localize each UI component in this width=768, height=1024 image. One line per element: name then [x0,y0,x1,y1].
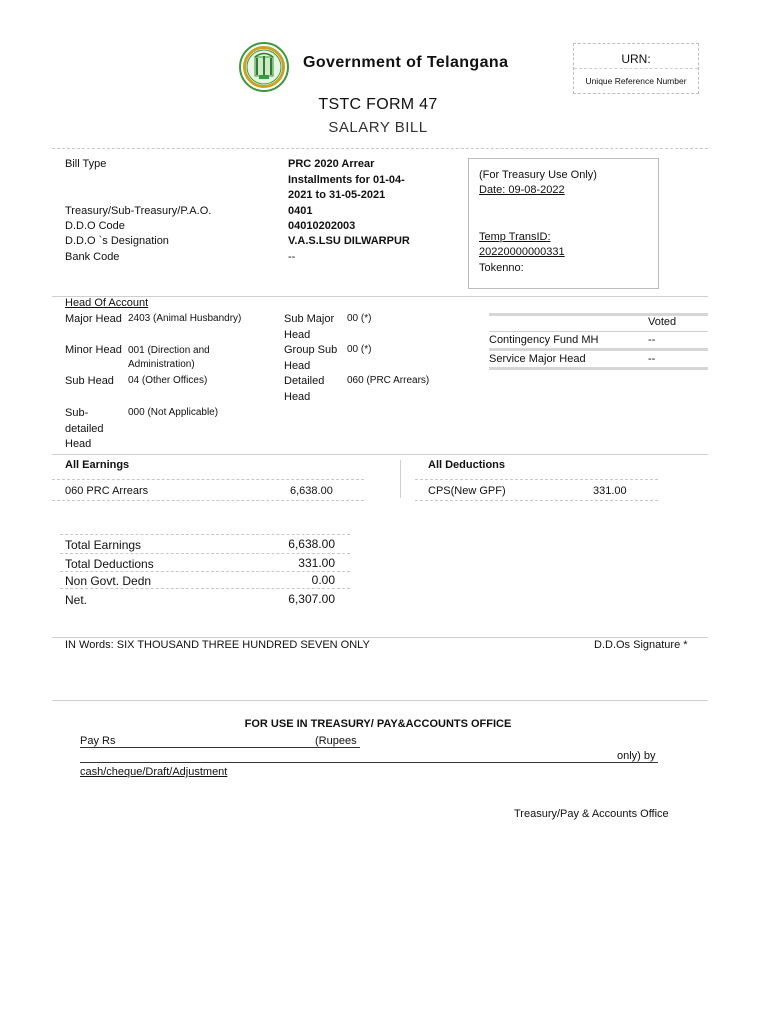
bill-type-label: Bill Type [65,158,107,170]
rupees-label: (Rupees [315,735,357,747]
voted-row-label: Service Major Head [489,353,586,365]
state-emblem-logo [239,42,289,92]
all-earnings-title: All Earnings [65,459,130,471]
payment-methods: cash/cheque/Draft/Adjustment [80,766,228,778]
voted-row-label: Contingency Fund MH [489,334,599,346]
all-deductions-title: All Deductions [428,459,506,471]
group-sub-head-value: 00 (*) [347,344,372,355]
bank-code-value: -- [288,251,296,263]
temp-trans-label: Temp TransID: [479,231,551,243]
bill-type-value: PRC 2020 Arrear Installments for 01-04- 2021 to 31-05-2021 [288,158,405,201]
pay-rs-label: Pay Rs [80,735,116,747]
detailed-head-value: 060 (PRC Arrears) [347,375,430,386]
total-earnings-value: 6,638.00 [288,537,335,551]
minor-head-label: Minor Head [65,344,122,356]
form-title: TSTC FORM 47 [318,96,438,113]
ddo-designation-label: D.D.O `s Designation [65,235,169,247]
major-head-label: Major Head [65,313,122,325]
sub-major-head-value: 00 (*) [347,313,372,324]
sub-major-head-label: Sub Major Head [284,313,335,341]
voted-column-header: Voted [648,316,677,328]
head-of-account-title: Head Of Account [65,297,149,309]
net-value: 6,307.00 [288,592,335,606]
ddo-designation-value: V.A.S.LSU DILWARPUR [288,235,410,247]
temp-trans-value: 20220000000331 [479,246,565,258]
total-deductions-value: 331.00 [298,556,335,570]
sub-detailed-head-label: Sub- detailed Head [65,407,104,450]
voted-row-value: -- [648,334,656,346]
sub-detailed-head-value: 000 (Not Applicable) [128,407,219,418]
telangana-emblem-icon [239,42,289,92]
amount-in-words: IN Words: SIX THOUSAND THREE HUNDRED SEVEN ONLY [65,639,370,651]
minor-head-value: 001 (Direction and Administration) [128,345,210,370]
treasury-use-heading: (For Treasury Use Only) [479,169,597,181]
government-title: Government of Telangana [303,54,509,71]
major-head-value: 2403 (Animal Husbandry) [128,313,242,324]
sub-head-value: 04 (Other Offices) [128,375,208,386]
deduction-item-label: CPS(New GPF) [428,485,506,497]
urn-caption: Unique Reference Number [585,76,687,86]
form-subtitle: SALARY BILL [328,119,428,136]
treasury-label: Treasury/Sub-Treasury/P.A.O. [65,205,212,217]
group-sub-head-label: Group Sub Head [284,344,338,372]
non-govt-dedn-value: 0.00 [311,573,335,587]
non-govt-dedn-label: Non Govt. Dedn [65,574,152,588]
bank-code-label: Bank Code [65,251,120,263]
ddo-code-label: D.D.O Code [65,220,125,232]
treasury-office-signature: Treasury/Pay & Accounts Office [514,808,669,820]
total-earnings-label: Total Earnings [65,538,142,552]
token-number: Tokenno: [479,262,524,274]
sub-head-label: Sub Head [65,375,114,387]
only-by-label: only) by [617,750,656,762]
net-label: Net. [65,593,88,607]
earning-item-label: 060 PRC Arrears [65,485,149,497]
deduction-item-amount: 331.00 [593,485,627,497]
urn-label: URN: [621,52,651,66]
treasury-section-title: FOR USE IN TREASURY/ PAY&ACCOUNTS OFFICE [244,718,512,730]
total-deductions-label: Total Deductions [65,557,154,571]
ddo-code-value: 04010202003 [288,220,356,232]
treasury-use-box [468,158,659,289]
treasury-value: 0401 [288,205,313,217]
earning-item-amount: 6,638.00 [290,485,333,497]
urn-box [573,43,699,94]
treasury-date: Date: 09-08-2022 [479,184,565,196]
ddo-signature: D.D.Os Signature * [594,639,688,651]
detailed-head-label: Detailed Head [284,375,325,403]
voted-row-value: -- [648,353,656,365]
